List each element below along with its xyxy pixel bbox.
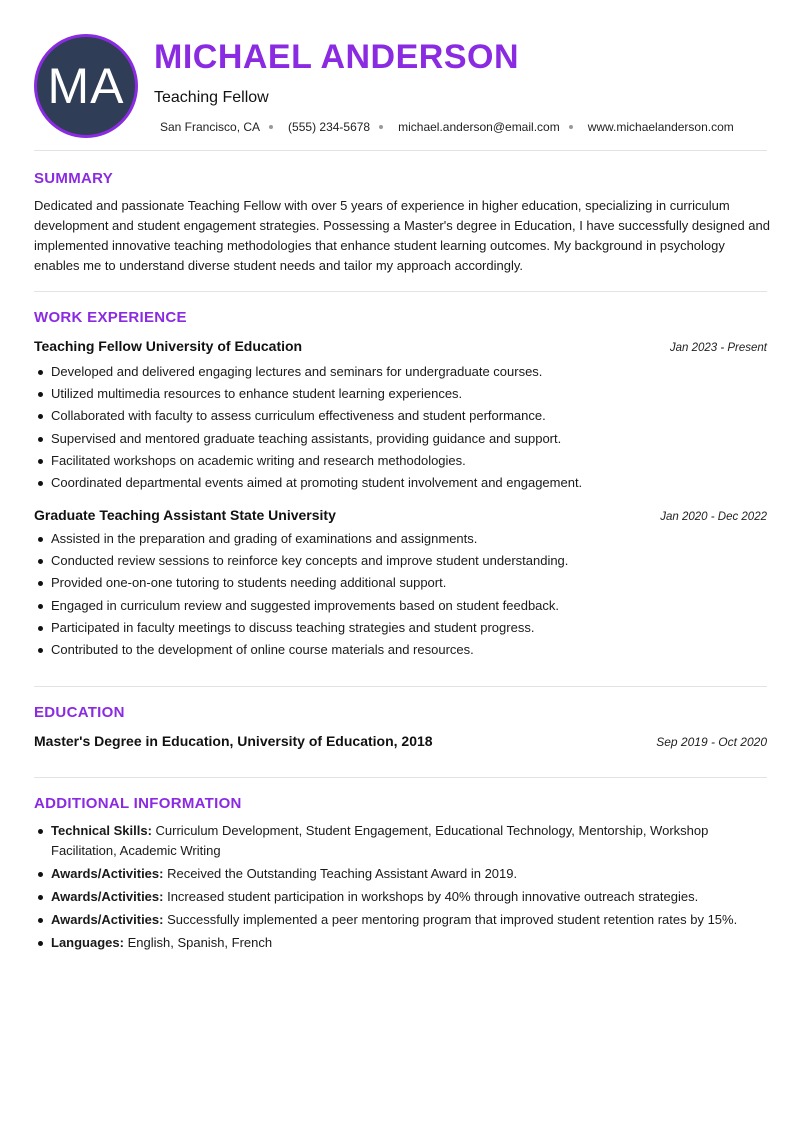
info-text: Curriculum Development, Student Engagement, Educational Technology, Mentorship, Workshop Facilitation, Academic Writing — [51, 823, 709, 858]
avatar — [34, 34, 138, 138]
job-bullets — [34, 361, 774, 494]
job-header — [34, 338, 767, 354]
info-text: Received the Outstanding Teaching Assistant Award in 2019. — [163, 865, 518, 881]
contact-email[interactable]: michael.anderson@email.com — [398, 120, 560, 134]
additional-heading: ADDITIONAL INFORMATION — [34, 795, 242, 812]
job-dates: Jan 2020 - Dec 2022 — [660, 511, 767, 523]
summary-text: Dedicated and passionate Teaching Fellow with over 5 years of experience in higher education, specializing in curriculum development and student engagement strategies. Possessing a Master's degree in Education, I have successfully designed and implemented innovative teaching methodologies that enhance student learning outcomes. My background in psychology enables me to understand diverse student needs and tailor my approach accordingly. — [34, 198, 770, 273]
avatar-initials: MA — [47, 58, 125, 114]
job-role: Teaching Fellow University of Education — [34, 338, 303, 354]
section-divider — [34, 291, 767, 292]
job-dates: Jan 2023 - Present — [669, 342, 767, 354]
list-item — [34, 933, 774, 953]
candidate-name: MICHAEL ANDERSON — [154, 38, 520, 76]
info-label: Technical Skills: — [51, 823, 152, 838]
education-heading: EDUCATION — [34, 704, 125, 721]
education-degree: Master's Degree in Education, University of Education, 2018 — [34, 733, 433, 749]
candidate-title: Teaching Fellow — [154, 89, 269, 106]
list-item: Provided one-on-one tutoring to students needing additional support. — [34, 572, 774, 594]
summary-heading: SUMMARY — [34, 170, 114, 187]
list-item: Facilitated workshops on academic writing and research methodologies. — [34, 450, 774, 472]
list-item: Developed and delivered engaging lectures and seminars for undergraduate courses. — [34, 361, 774, 383]
separator-dot — [269, 125, 273, 129]
list-item — [34, 864, 774, 884]
list-item: Assisted in the preparation and grading of examinations and assignments. — [34, 528, 774, 550]
info-label: Languages: — [51, 934, 124, 950]
list-item: Utilized multimedia resources to enhance student learning experiences. — [34, 383, 774, 405]
resume-header — [0, 0, 800, 150]
list-item: Contributed to the development of online course materials and resources. — [34, 639, 774, 661]
list-item: Coordinated departmental events aimed at promoting student involvement and engagement. — [34, 472, 774, 494]
info-label: Awards/Activities: — [51, 865, 164, 881]
experience-heading: WORK EXPERIENCE — [34, 309, 187, 326]
list-item: Supervised and mentored graduate teaching assistants, providing guidance and support. — [34, 428, 774, 450]
contact-location: San Francisco, CA — [160, 120, 261, 134]
section-divider — [34, 777, 767, 778]
education-entry — [34, 733, 767, 749]
additional-list — [34, 821, 774, 956]
list-item — [34, 910, 774, 930]
list-item: Engaged in curriculum review and suggested improvements based on student feedback. — [34, 595, 774, 617]
list-item: Collaborated with faculty to assess curriculum effectiveness and student performance. — [34, 405, 774, 427]
contact-website[interactable]: www.michaelanderson.com — [587, 120, 734, 134]
separator-dot — [569, 125, 573, 129]
info-label: Awards/Activities: — [51, 888, 164, 904]
info-text: English, Spanish, French — [123, 934, 273, 950]
job-role: Graduate Teaching Assistant State University — [34, 507, 336, 523]
education-dates: Sep 2019 - Oct 2020 — [656, 735, 767, 749]
section-divider — [34, 150, 767, 151]
job-bullets — [34, 528, 774, 661]
list-item: Participated in faculty meetings to discuss teaching strategies and student progress. — [34, 617, 774, 639]
info-text: Successfully implemented a peer mentoring program that improved student retention rates by 15%. — [163, 911, 738, 927]
section-divider — [34, 686, 767, 687]
job-header — [34, 507, 767, 523]
info-text: Increased student participation in workshops by 40% through innovative outreach strategies. — [163, 888, 699, 904]
list-item: Conducted review sessions to reinforce key concepts and improve student understanding. — [34, 550, 774, 572]
list-item — [34, 887, 774, 907]
info-label: Awards/Activities: — [51, 911, 164, 927]
contact-phone[interactable]: (555) 234-5678 — [288, 120, 371, 134]
list-item — [34, 821, 774, 860]
contact-line — [160, 120, 734, 134]
separator-dot — [379, 125, 383, 129]
